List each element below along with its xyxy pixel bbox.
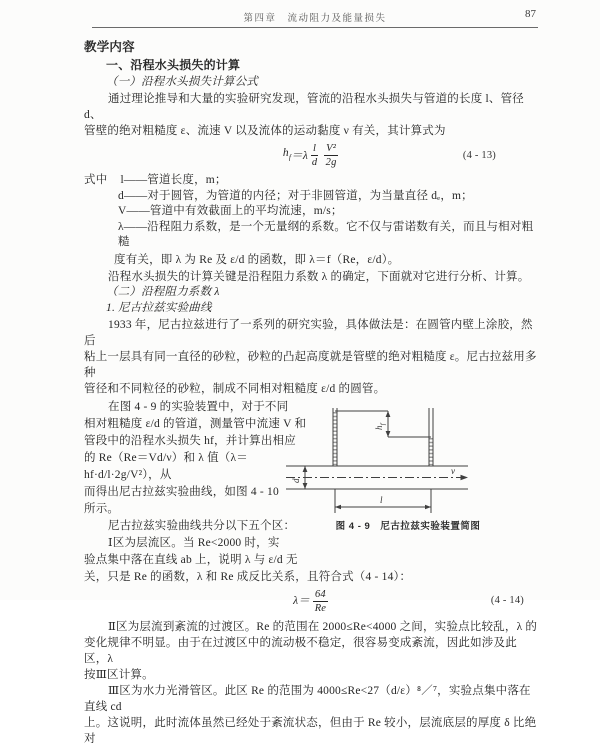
eq413-fraction-v2g: $\frac{\text{V²}}{2g}$	[325, 143, 337, 168]
eq413-operator: ＝λ	[291, 149, 309, 162]
leftcol-line: 验点集中落在直线 ab 上，说明 λ 与 ε/d 无	[84, 553, 298, 566]
zone2-line: Ⅱ区为层流到紊流的过渡区。Re 的范围在 2000≤Re<4000 之间，实验点比较乱，λ 的	[108, 620, 538, 633]
definition-item-v: V——管道中有效截面上的平均流速，m/s；	[118, 205, 343, 217]
definition-item-lambda: λ——沿程阻力系数，是一个无量纲的系数。它不仅与雷诺数有关，而且与相对粗糙	[118, 220, 534, 248]
heading-teaching-content: 教学内容	[84, 40, 135, 54]
eq413-fraction-ld: $\frac{l}{d}$	[311, 143, 318, 168]
v-label: v	[451, 465, 456, 476]
page-number: 87	[525, 8, 536, 20]
equation-4-13	[84, 143, 540, 168]
figure-4-9-apparatus-diagram	[276, 399, 540, 521]
two-column-region	[84, 399, 540, 569]
eq413-lhs-sub: f	[288, 152, 292, 162]
figure-column	[291, 399, 540, 569]
definition-row	[84, 173, 540, 189]
heading-section-1: 一、沿程水头损失的计算	[106, 58, 241, 72]
zone2-line: 按Ⅲ区计算。	[84, 668, 154, 681]
heading-sub-2: （二）沿程阻力系数 λ	[106, 285, 220, 298]
l-dimension	[335, 489, 431, 513]
paragraph-1933-line: 粘上一层具有同一直径的砂粒，砂粒的凸起高度就是管壁的绝对粗糙度 ε。尼古拉兹用多种	[84, 350, 537, 379]
intro-line: 管壁的绝对粗糙度 ε、流速 V 以及流体的运动黏度 ν 有关，其计算式为	[84, 125, 446, 137]
eq413-lhs: h	[282, 147, 289, 160]
leftcol-line: 尼古拉兹实验曲线共分以下五个区：	[108, 519, 296, 532]
zone1-continuation-line: 关，只是 Re 的函数，λ 和 Re 成反比关系，且符合式（4 - 14）：	[84, 570, 412, 583]
flow-arrow	[461, 474, 469, 480]
zone3-line: 上。这说明，此时流体虽然已经处于紊流状态，但由于 Re 较小，层流底层的厚度 δ 比绝对	[84, 716, 537, 745]
equation-4-14	[84, 589, 540, 614]
leftcol-line: Ⅰ区为层流区。当 Re<2000 时，实	[108, 536, 280, 549]
figure-4-9-caption: 图 4 - 9 尼古拉兹实验装置简图	[335, 520, 481, 532]
equation-number-4-14: (4 - 14)	[490, 595, 524, 606]
page-header	[92, 8, 538, 28]
paragraph-1933-line: 管径和不同粒径的砂粒，制成不同相对粗糙度 ε/d 的圆管。	[84, 382, 386, 395]
zone2-line: 变化规律不明显。由于在过渡区中的流动极不稳定，很容易变成紊流，因此如涉及此区，λ	[84, 636, 517, 665]
heading-item-1: 1. 尼古拉兹实验曲线	[106, 301, 212, 314]
eq414-fraction: $\frac{64}{Re}$	[314, 588, 327, 614]
definition-lead: 式中	[84, 174, 108, 186]
leftcol-line: 所示。	[84, 502, 120, 515]
leftcol-line: 相对粗糙度 ε/d 的管道，测量管中流速 V 和	[84, 417, 307, 430]
chapter-title: 第四章 流动阻力及能量损失	[243, 14, 387, 24]
page-content	[84, 40, 540, 747]
definition-item-lambda-cont: 度有关，即 λ 为 Re 及 ε/d 的函数，即 λ＝f（Re，ε/d）。	[114, 253, 400, 266]
definition-item-l: l——管道长度，m；	[120, 174, 227, 186]
left-piezometer-tube	[333, 408, 337, 466]
intro-line: 通过理论推导和大量的实验研究发现，管流的沿程水头损失与管道的长度 l、管径 d、	[84, 93, 524, 121]
leftcol-line: 的 Re（Re＝Vd/ν）和 λ 值（λ＝hf·d/l·2g/V²），从	[84, 451, 248, 481]
zone3-line: Ⅲ区为水力光滑管区。此区 Re 的范围为 4000≤Re<27（d/ε）⁸／⁷，实验点集中落在直线 cd	[84, 684, 531, 713]
paragraph-1933-line: 1933 年，尼古拉兹进行了一系列的研究实验，具体做法是：在圆管内壁上涂胶，然后	[84, 318, 533, 347]
heading-sub-1: （一）沿程水头损失计算公式	[106, 76, 259, 88]
hf-label: $h_f$	[374, 422, 387, 430]
leftcol-line: 管段中的沿程水头损失 hf，并计算出相应	[84, 434, 296, 447]
leftcol-line: 在图 4 - 9 的实验装置中，对于不同	[108, 400, 289, 413]
paragraph-key: 沿程水头损失的计算关键是沿程阻力系数 λ 的确定，下面就对它进行分析、计算。	[108, 270, 530, 283]
equation-4-13-body	[283, 143, 341, 168]
eq414-lhs: λ＝	[293, 595, 310, 607]
definition-item-d: d——对于圆管，为管道的内径；对于非圆管道，为当量直径 dₑ，m；	[118, 189, 473, 202]
equation-number-4-13: (4 - 13)	[462, 149, 496, 161]
equation-4-14-body	[293, 589, 331, 614]
l-label: l	[380, 494, 383, 505]
d-label: d	[291, 477, 301, 483]
leftcol-line: 而得出尼古拉兹实验曲线，如图 4 - 10	[84, 485, 279, 498]
